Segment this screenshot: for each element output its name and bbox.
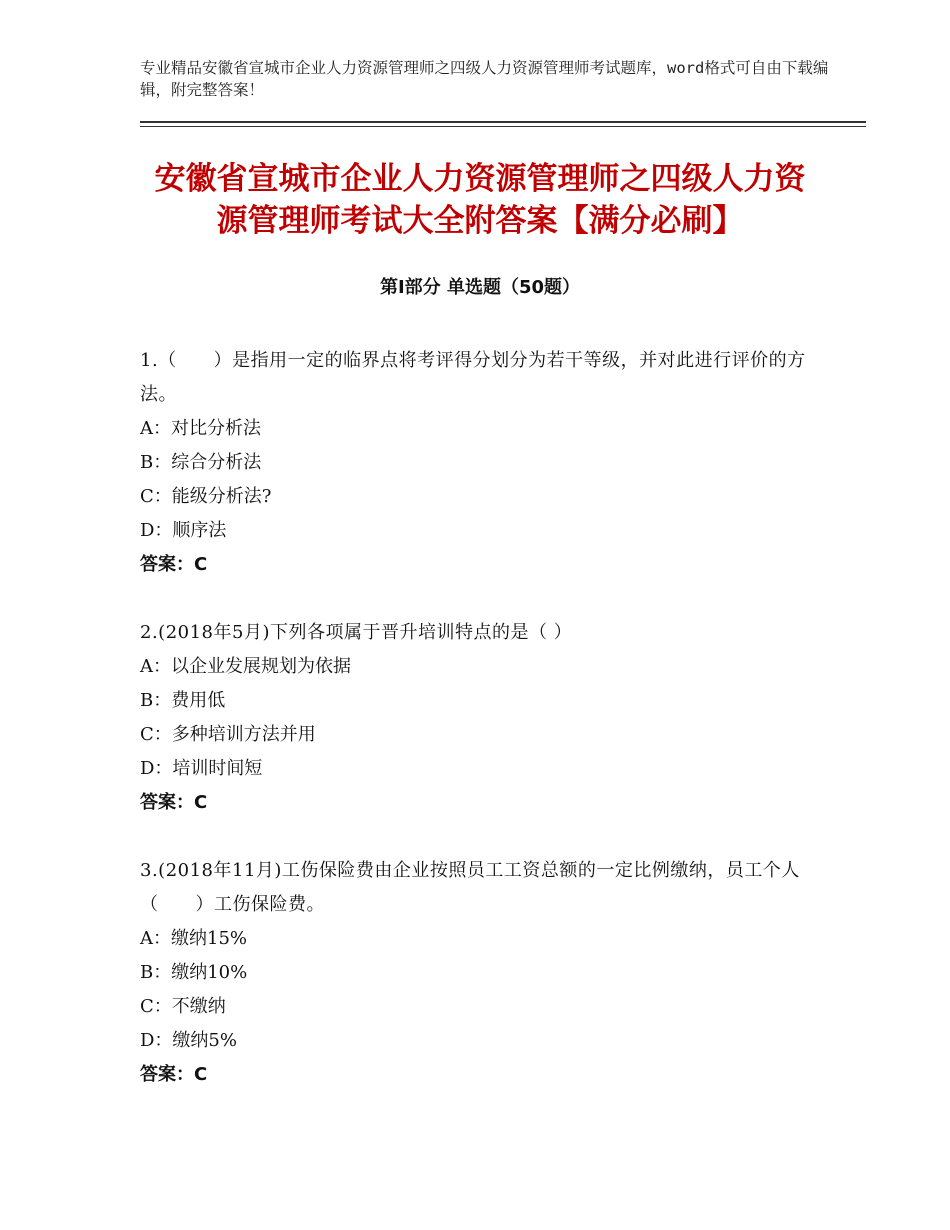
- question-stem: 1.（ ）是指用一定的临界点将考评得分划分为若干等级，并对此进行评价的方法。: [140, 350, 806, 405]
- option-b: B：费用低: [140, 690, 226, 711]
- option-d: D：顺序法: [140, 520, 227, 541]
- document-title: 安徽省宣城市企业人力资源管理师之四级人力资源管理师考试大全附答案【满分必刷】: [154, 161, 806, 239]
- answer: 答案：C: [140, 554, 208, 575]
- header-divider-thick: [140, 121, 866, 123]
- question-stem: 2.(2018年5月)下列各项属于晋升培训特点的是（ ）: [140, 622, 573, 643]
- option-d: D：培训时间短: [140, 758, 263, 779]
- header-divider-thin: [140, 126, 866, 127]
- question-list: [140, 344, 820, 1126]
- option-c: C：能级分析法?: [140, 486, 272, 507]
- question-3: [140, 854, 820, 1092]
- header-note: 专业精品安徽省宣城市企业人力资源管理师之四级人力资源管理师考试题库，word格式可自由下载编辑，附完整答案！: [140, 59, 829, 99]
- option-d: D：缴纳5%: [140, 1030, 237, 1051]
- option-b: B：缴纳10%: [140, 962, 248, 983]
- option-c: C：不缴纳: [140, 996, 226, 1017]
- answer: 答案：C: [140, 1064, 208, 1085]
- question-1: [140, 344, 820, 582]
- option-c: C：多种培训方法并用: [140, 724, 316, 745]
- option-a: A：缴纳15%: [140, 928, 248, 949]
- option-a: A：以企业发展规划为依据: [140, 656, 351, 677]
- question-stem: 3.(2018年11月)工伤保险费由企业按照员工工资总额的一定比例缴纳，员工个人（ ）工伤保险费。: [140, 860, 800, 915]
- option-b: B：综合分析法: [140, 452, 262, 473]
- answer: 答案：C: [140, 792, 208, 813]
- section-title: 第Ⅰ部分 单选题（50题）: [379, 277, 580, 298]
- option-a: A：对比分析法: [140, 418, 261, 439]
- question-2: [140, 616, 820, 820]
